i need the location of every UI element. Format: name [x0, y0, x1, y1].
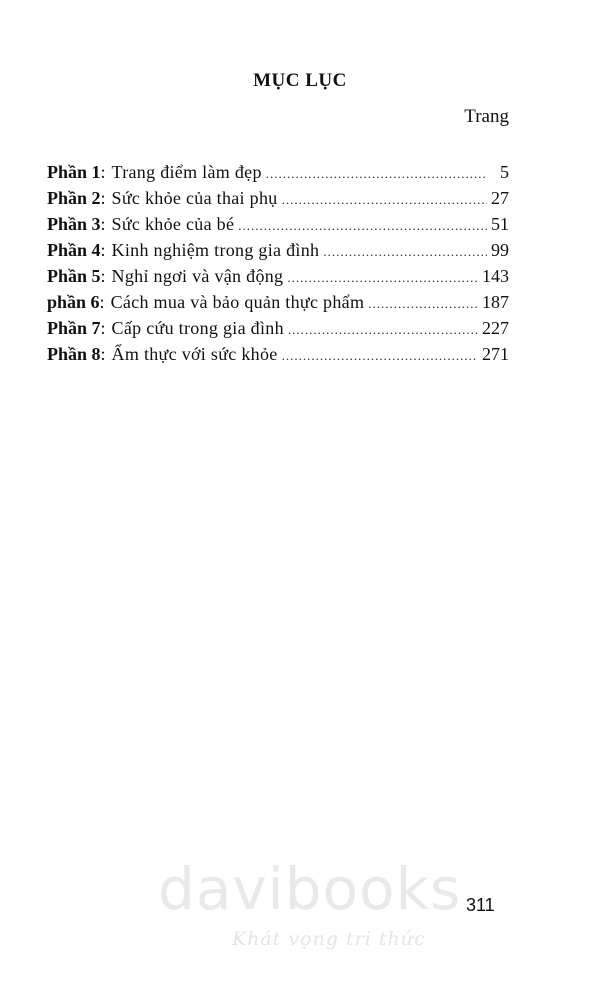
toc-part-label: Phần 4 [47, 240, 101, 260]
toc-part-label: Phần 7 [47, 318, 101, 338]
dot-leader [287, 270, 478, 286]
toc-entry[interactable] [47, 318, 509, 343]
toc-entry-title: Cách mua và bảo quản thực phẩm [110, 292, 365, 312]
toc-part-label: phần 6 [47, 292, 100, 312]
toc-part-label: Phần 2 [47, 188, 101, 208]
watermark-tagline: Khát vọng tri thức [232, 928, 426, 950]
toc-entry-title: Sức khỏe của thai phụ [111, 188, 278, 208]
toc-page-number: 5 [500, 162, 509, 182]
toc-colon: : [100, 344, 106, 364]
toc-entry-title: Kinh nghiệm trong gia đình [111, 240, 320, 260]
dot-leader [282, 348, 478, 364]
dot-leader [282, 192, 487, 208]
toc-part-label: Phần 1 [47, 162, 101, 182]
toc-entry[interactable] [47, 214, 509, 239]
page-number: 311 [466, 895, 495, 915]
toc-entry[interactable] [47, 240, 509, 265]
toc-page-number: 227 [482, 318, 509, 338]
toc-entry[interactable] [47, 292, 509, 317]
toc-entry[interactable] [47, 188, 509, 213]
watermark-logo-text: davibooks [158, 855, 462, 923]
toc-entry-title: Trang điểm làm đẹp [111, 162, 262, 182]
dot-leader [266, 166, 487, 182]
toc-colon: : [100, 214, 106, 234]
publisher-watermark [158, 855, 462, 960]
dot-leader [323, 244, 487, 260]
toc-part-label: Phần 8 [47, 344, 101, 364]
toc-page-number: 271 [482, 344, 509, 364]
toc-page-number: 187 [482, 292, 509, 312]
toc-entry[interactable] [47, 162, 509, 187]
toc-entry-title: Sức khỏe của bé [111, 214, 235, 234]
toc-list [47, 162, 509, 370]
toc-colon: : [100, 240, 106, 260]
toc-page-number: 99 [491, 240, 509, 260]
dot-leader [288, 322, 478, 338]
toc-colon: : [100, 318, 106, 338]
toc-colon: : [99, 292, 105, 312]
toc-entry-title: Ẩm thực với sức khỏe [111, 344, 278, 364]
toc-entry[interactable] [47, 266, 509, 291]
toc-page-number: 143 [482, 266, 509, 286]
toc-entry-title: Nghỉ ngơi và vận động [111, 266, 284, 286]
page-column-label: Trang [464, 106, 509, 127]
toc-part-label: Phần 5 [47, 266, 101, 286]
toc-entry[interactable] [47, 344, 509, 369]
toc-colon: : [100, 162, 106, 182]
dot-leader [368, 296, 478, 312]
toc-part-label: Phần 3 [47, 214, 101, 234]
toc-colon: : [100, 266, 106, 286]
toc-entry-title: Cấp cứu trong gia đình [111, 318, 284, 338]
toc-page-number: 27 [491, 188, 509, 208]
toc-colon: : [100, 188, 106, 208]
toc-heading: MỤC LỤC [253, 70, 347, 91]
toc-page-number: 51 [491, 214, 509, 234]
dot-leader [238, 218, 487, 234]
